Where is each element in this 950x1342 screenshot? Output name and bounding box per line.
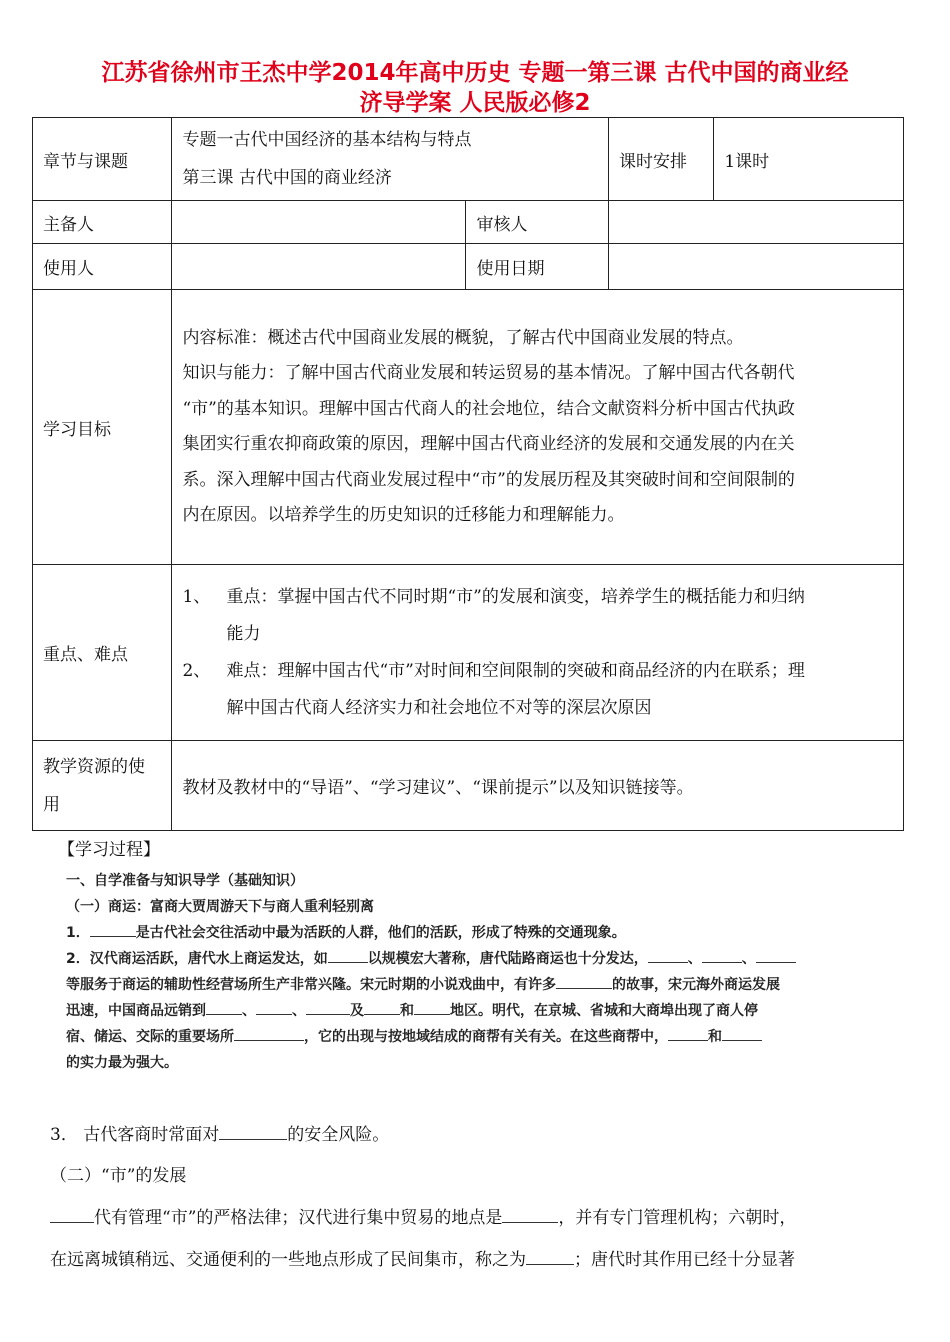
chapter-line-1: 专题一古代中国经济的基本结构与特点 [182, 130, 472, 150]
item-text: 宿、储运、交际的重要场所 [66, 1029, 234, 1045]
keypoint-line: 重点：掌握中国古代不同时期“市”的发展和演变，培养学生的概括能力和归纳 [226, 586, 805, 607]
objectives-line: 集团实行重农抑商政策的原因，理解中国古代商业经济的发展和交通发展的内在关 [182, 434, 795, 454]
printed-item-2-line-2 [66, 972, 886, 998]
keypoint-number: 2、 [182, 660, 211, 681]
objectives-line: 内在原因。以培养学生的历史知识的迁移能力和理解能力。 [182, 505, 625, 525]
printed-item-2-line-4 [66, 1024, 886, 1050]
chapter-line-2: 第三课 古代中国的商业经济 [182, 168, 392, 188]
item-text: 和 [400, 1003, 414, 1019]
printed-item-2-line-1 [66, 946, 886, 972]
separator: 、 [242, 1003, 256, 1019]
keypoints-row [33, 565, 904, 741]
reviewer-value [608, 201, 903, 244]
fill-blank [648, 948, 688, 963]
item-text: 以规模宏大著称，唐代陆路商运也十分发达， [367, 951, 648, 967]
reviewer-label: 审核人 [466, 201, 608, 244]
item-text: 2．汉代商运活跃，唐代水上商运发达，如 [66, 951, 328, 967]
user-label: 使用人 [33, 244, 172, 290]
item-text: 是古代社会交往活动中最为活跃的人群，他们的活跃，形成了特殊的交通现象。 [135, 925, 626, 941]
objectives-text [172, 290, 904, 565]
resources-label-line: 教学资源的使 [43, 756, 145, 777]
fill-blank [556, 974, 612, 989]
fill-blank [722, 1026, 762, 1041]
fill-blank [219, 1122, 287, 1140]
chapter-label: 章节与课题 [33, 118, 172, 201]
title-line-2: 济导学案 人民版必修2 [359, 90, 591, 116]
objectives-row [33, 290, 904, 565]
item-text: 3． 古代客商时常面对 [50, 1125, 220, 1145]
hours-value: 1课时 [714, 118, 904, 201]
fill-blank [502, 1205, 558, 1223]
keypoint-line: 解中国古代商人经济实力和社会地位不对等的深层次原因 [226, 697, 652, 718]
item-number: 1． [66, 925, 90, 941]
fill-blank [328, 948, 368, 963]
item-text: ，它的出现与按地域结成的商帮有关有关。在这些商帮中， [304, 1029, 668, 1045]
fill-blank [306, 1000, 350, 1015]
resources-label [33, 741, 172, 831]
fill-blank [90, 922, 136, 937]
item-text: 及 [350, 1003, 364, 1019]
objectives-line: 知识与能力：了解中国古代商业发展和转运贸易的基本情况。了解中国古代各朝代 [182, 363, 795, 383]
fill-blank [50, 1205, 94, 1223]
printed-item-1 [66, 920, 886, 946]
keypoint-line: 能力 [226, 623, 261, 644]
printed-subheading: （一）商运：富商大贾周游天下与商人重利轻别离 [66, 899, 374, 915]
resources-label-line: 用 [43, 794, 60, 815]
item-text: 地区。明代，在京城、省城和大商埠出现了商人停 [450, 1003, 758, 1019]
market-section [50, 1155, 910, 1281]
user-value [172, 244, 466, 290]
keypoint-2 [182, 653, 893, 690]
fill-blank [756, 948, 796, 963]
keypoints-label: 重点、难点 [33, 565, 172, 741]
resources-value: 教材及教材中的“导语”、“学习建议”、“课前提示”以及知识链接等。 [172, 741, 904, 831]
fill-blank [256, 1000, 292, 1015]
objectives-line: 系。深入理解中国古代商业发展过程中“市”的发展历程及其突破时间和空间限制的 [182, 469, 795, 490]
chapter-row [33, 118, 904, 201]
lesson-info-table [32, 117, 904, 831]
printed-heading: 一、自学准备与知识导学（基础知识） [66, 873, 304, 889]
printed-section-image [66, 868, 886, 1076]
fill-blank [364, 1000, 400, 1015]
fill-blank [414, 1000, 450, 1015]
date-value [608, 244, 903, 290]
item-text: 和 [708, 1029, 722, 1045]
fill-blank [526, 1247, 574, 1265]
preparer-value [172, 201, 466, 244]
item-3 [50, 1114, 910, 1156]
keypoints-text [172, 565, 904, 741]
process-heading: 【学习过程】 [58, 840, 160, 860]
paragraph-text: 在远离城镇稍远、交通便利的一些地点形成了民间集市，称之为 [50, 1250, 526, 1270]
preparer-row [33, 201, 904, 244]
keypoint-number: 1、 [182, 586, 211, 607]
title-line-1: 江苏省徐州市王杰中学2014年高中历史 专题一第三课 古代中国的商业经 [101, 60, 849, 86]
objectives-line: 内容标准：概述古代中国商业发展的概貌，了解古代中国商业发展的特点。 [182, 327, 744, 348]
paragraph-text: ，并有专门管理机构；六朝时， [558, 1208, 797, 1228]
keypoint-line: 难点：理解中国古代“市”对时间和空间限制的突破和商品经济的内在联系；理 [226, 660, 805, 681]
objectives-line: “市”的基本知识。理解中国古代商人的社会地位，结合文献资料分析中国古代执政 [182, 398, 795, 419]
item-text: 的安全风险。 [287, 1125, 390, 1145]
objectives-label: 学习目标 [33, 290, 172, 565]
market-paragraph-line-2 [50, 1239, 910, 1281]
market-subheading: （二）“市”的发展 [50, 1166, 187, 1186]
separator: 、 [687, 951, 702, 967]
user-row [33, 244, 904, 290]
fill-blank [234, 1026, 304, 1041]
hours-label: 课时安排 [608, 118, 713, 201]
fill-blank [206, 1000, 242, 1015]
printed-item-2-line-5: 的实力最为强大。 [66, 1055, 178, 1071]
separator: 、 [292, 1003, 306, 1019]
paragraph-text: 代有管理“市”的严格法律；汉代进行集中贸易的地点是 [94, 1208, 503, 1228]
printed-item-2-line-3 [66, 998, 886, 1024]
market-paragraph-line-1 [50, 1197, 910, 1239]
paragraph-text: ；唐代时其作用已经十分显著 [574, 1250, 795, 1270]
preparer-label: 主备人 [33, 201, 172, 244]
chapter-value [172, 118, 608, 201]
resources-row [33, 741, 904, 831]
fill-blank [668, 1026, 708, 1041]
separator: 、 [741, 951, 756, 967]
item-text: 迅速，中国商品远销到 [66, 1003, 206, 1019]
fill-blank [702, 948, 742, 963]
date-label: 使用日期 [466, 244, 608, 290]
document-title [40, 58, 910, 118]
keypoint-1 [182, 579, 893, 616]
item-text: 的故事，宋元海外商运发展 [612, 977, 780, 993]
item-text: 等服务于商运的辅助性经营场所生产非常兴隆。宋元时期的小说戏曲中，有许多 [66, 977, 556, 993]
